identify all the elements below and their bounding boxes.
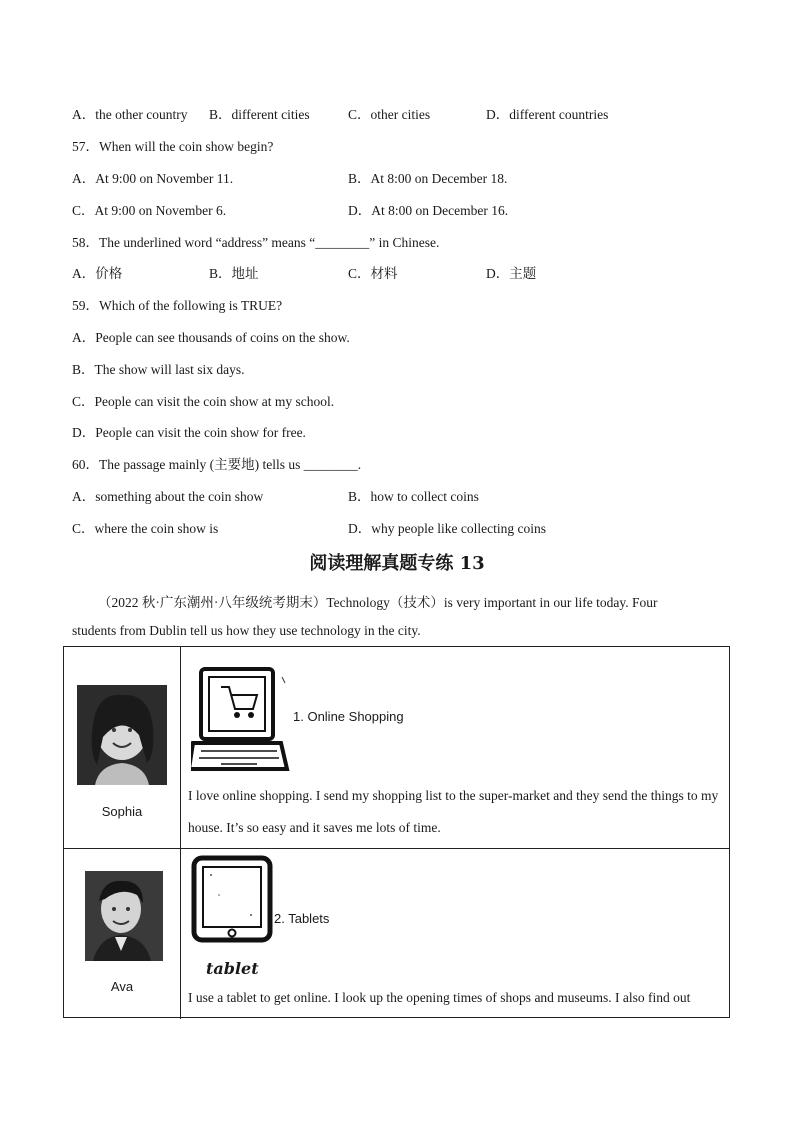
q57-option-b: B．At 8:00 on December 18. — [348, 171, 508, 186]
portrait-image — [77, 685, 167, 785]
q58-option-a: A．价格 — [72, 266, 123, 281]
q56-option-d: D．different countries — [486, 107, 609, 122]
q59-option-d: D．People can visit the coin show for free. — [72, 425, 306, 440]
intro-line-2: students from Dublin tell us how they use technology in the city. — [72, 623, 421, 638]
student-photo — [85, 871, 163, 961]
q59-option-b: B．The show will last six days. — [72, 362, 245, 377]
q59-question: 59．Which of the following is TRUE? — [72, 298, 283, 313]
tablet-image-label: tablet — [206, 959, 259, 978]
laptop-cart-icon — [191, 665, 291, 777]
q56-option-b: B．different cities — [209, 107, 310, 122]
item-caption: 1. Online Shopping — [293, 709, 404, 724]
q57-option-c: C．At 9:00 on November 6. — [72, 203, 227, 218]
q57-option-d: D．At 8:00 on December 16. — [348, 203, 509, 218]
student-text: I use a tablet to get online. I look up the opening times of shops and museums. I also find out — [188, 990, 691, 1005]
table-row — [64, 849, 729, 1019]
q60-option-c: C．where the coin show is — [72, 521, 219, 536]
q56-option-a: A．the other country — [72, 107, 188, 122]
q58-option-b: B．地址 — [209, 266, 259, 281]
student-name: Ava — [110, 979, 134, 994]
portrait-image — [85, 871, 163, 961]
table-row — [64, 647, 729, 849]
q57-option-a: A．At 9:00 on November 11. — [72, 171, 234, 186]
q58-question: 58．The underlined word “address” means “________” in Chinese. — [72, 235, 440, 250]
q58-option-c: C．材料 — [348, 266, 398, 281]
student-cell — [64, 647, 181, 848]
q60-option-d: D．why people like collecting coins — [348, 521, 546, 536]
students-table — [63, 646, 730, 1018]
student-cell — [64, 849, 181, 1019]
q59-option-a: A．People can see thousands of coins on the show. — [72, 330, 350, 345]
q59-option-c: C．People can visit the coin show at my school. — [72, 394, 335, 409]
section-title: 阅读理解真题专练 13 — [309, 553, 485, 574]
q60-option-b: B．how to collect coins — [348, 489, 479, 504]
student-text: I love online shopping. I send my shopping list to the super-market and they send the things to my house. It’s so easy and it saves me lots of time. — [188, 788, 719, 835]
q56-option-c: C．other cities — [348, 107, 431, 122]
tablet-icon — [191, 855, 275, 943]
q57-question: 57．When will the coin show begin? — [72, 139, 274, 154]
item-caption: 2. Tablets — [274, 911, 330, 926]
q60-option-a: A．something about the coin show — [72, 489, 264, 504]
q58-option-d: D．主题 — [486, 266, 537, 281]
q60-question: 60．The passage mainly (主要地) tells us ________. — [72, 457, 362, 472]
student-name: Sophia — [101, 804, 143, 819]
student-photo — [77, 685, 167, 785]
intro-line-1: （2022 秋·广东潮州·八年级统考期末）Technology（技术）is very important in our life today. Four — [98, 595, 658, 610]
